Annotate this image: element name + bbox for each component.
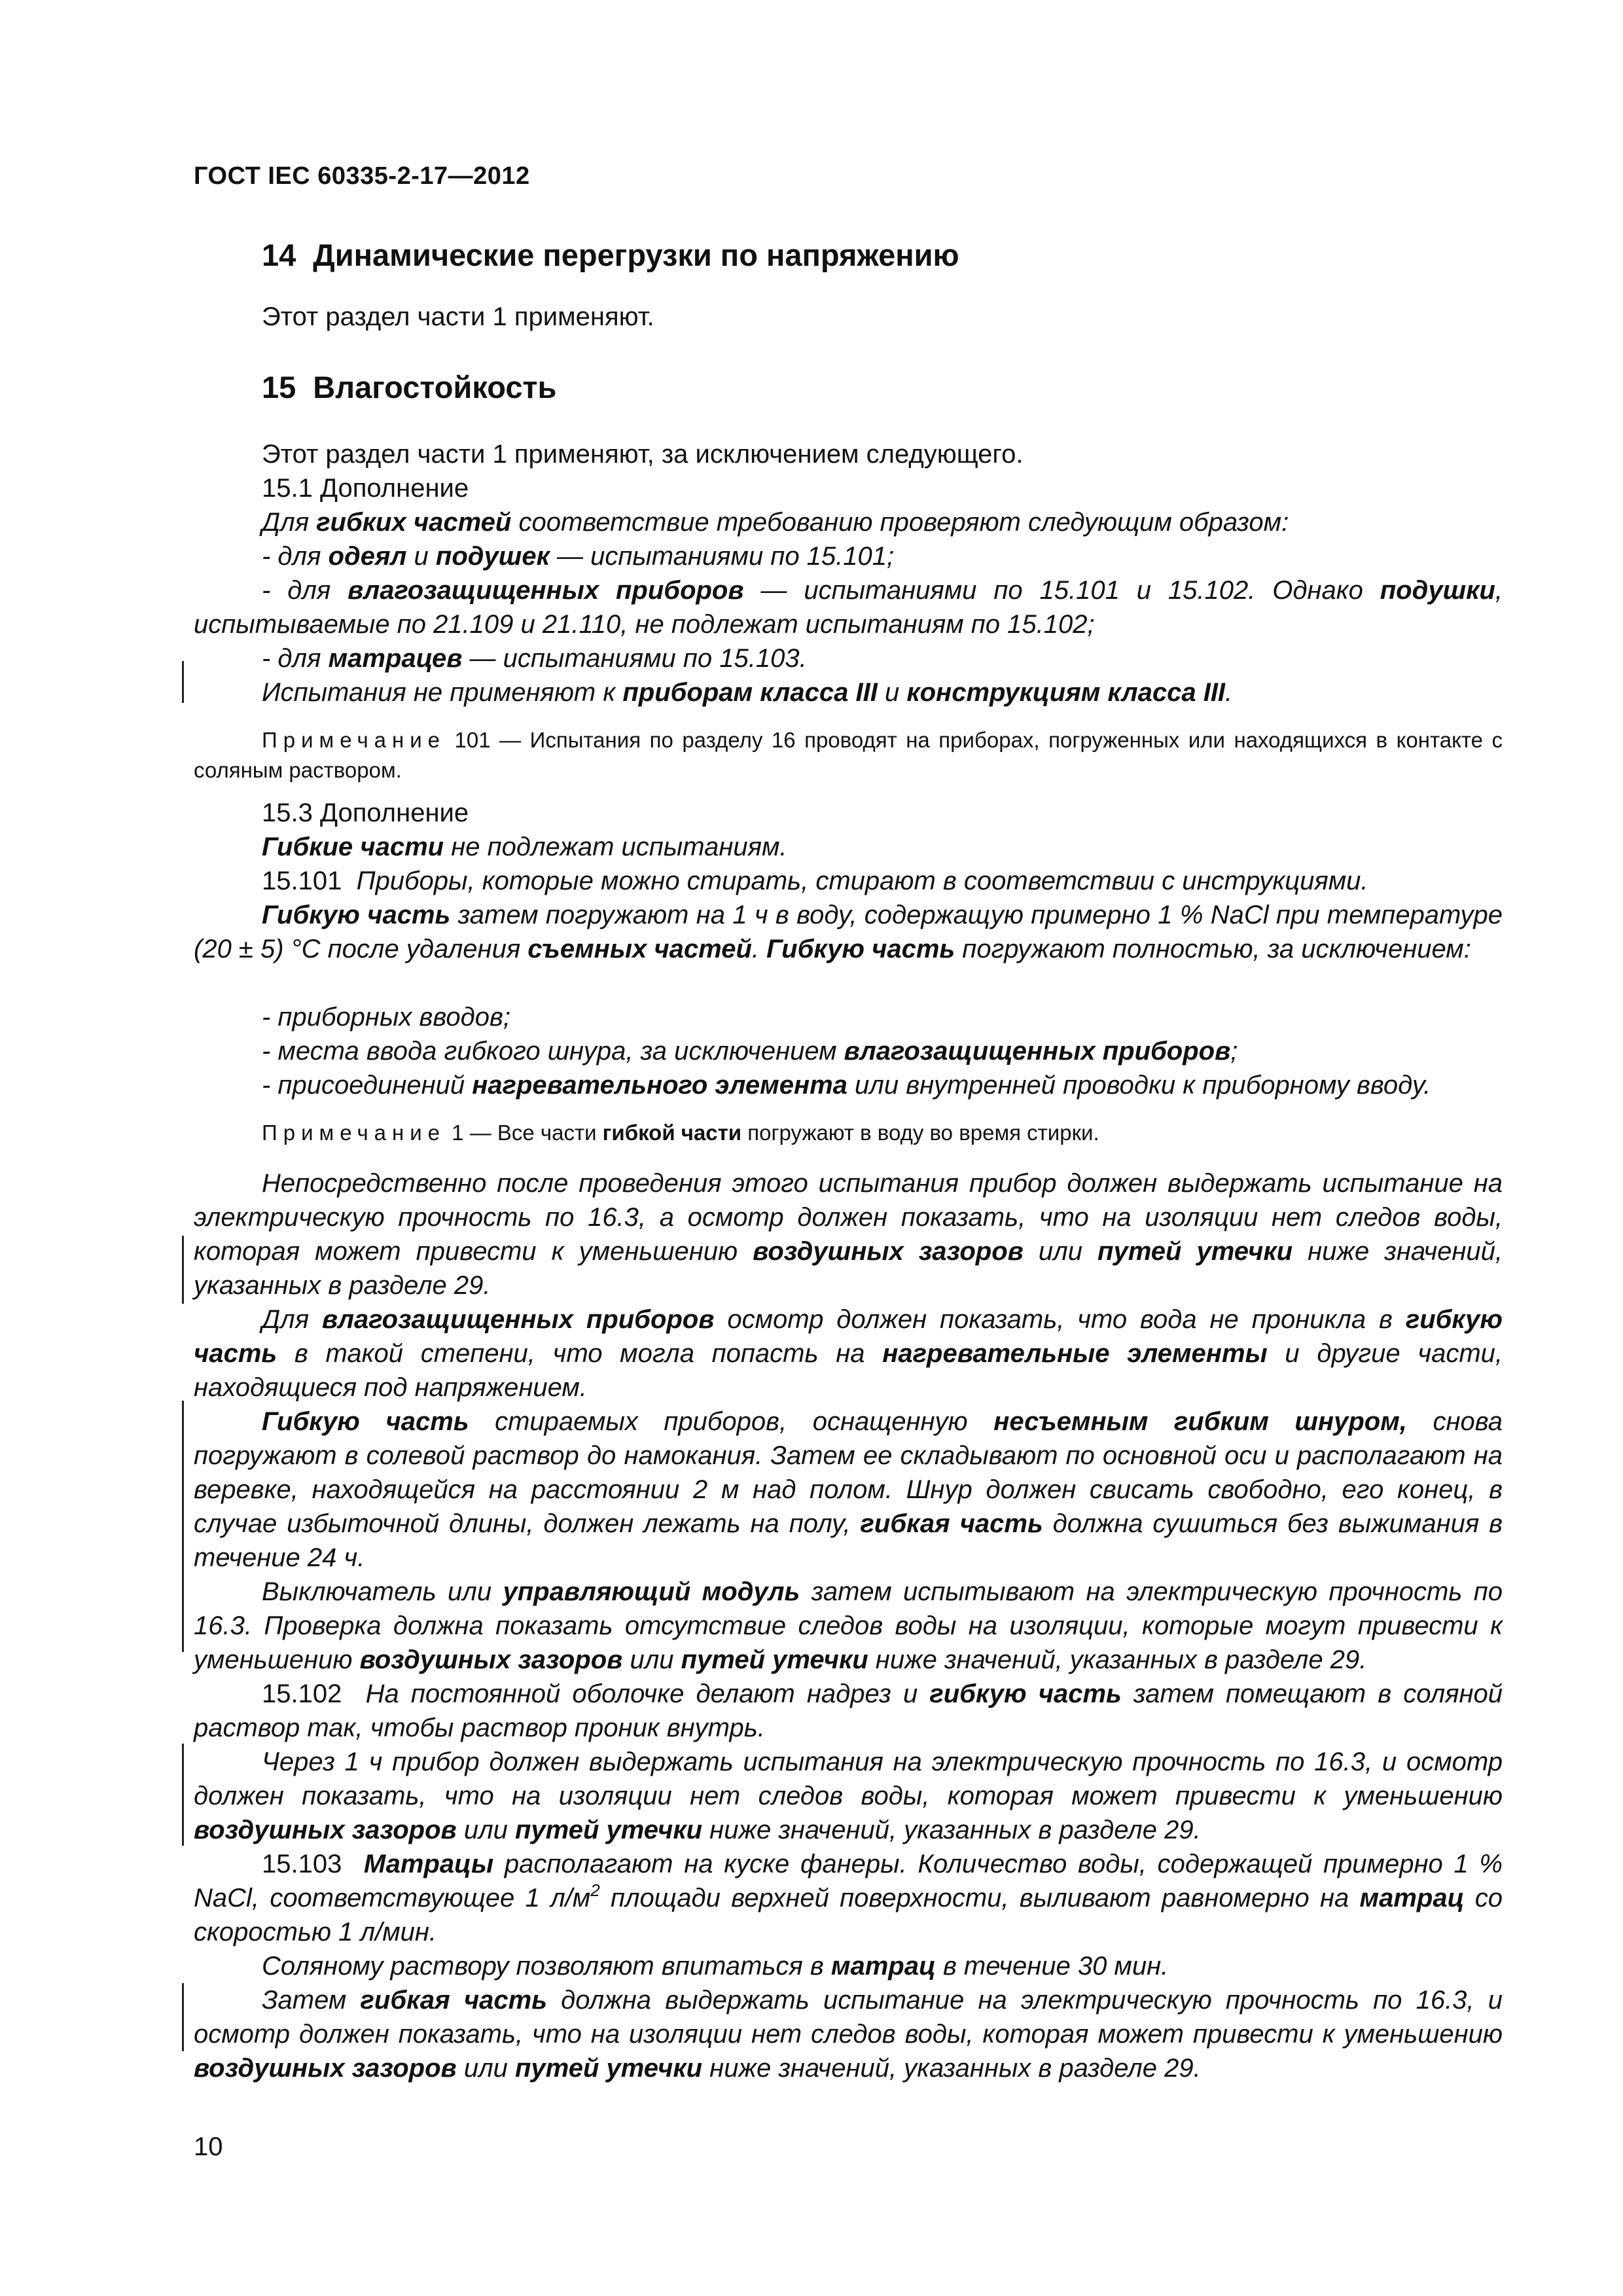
clause-15-1-line5: Испытания не применяют к приборам класса III и конструкциям класса III. [262,678,1233,707]
paragraph-switch: Выключатель или управляющий модуль затем испытывают на электрическую прочность по 16.3. Проверка должна показать отсутствие следов воды на изоляции, которые могут привести к уменьшению воздушных зазоров или путей утечки ниже значений, указанных в разделе 29. [194,1577,1503,1674]
paragraph-waterproof: Для влагозащищенных приборов осмотр должен показать, что вода не проникла в гибкую часть в такой степени, что могла попасть на нагревательные элементы и другие части, находящиеся под напряжением. [194,1305,1503,1402]
clause-15-1-line4: - для матрацев — испытаниями по 15.103. [262,644,807,673]
note-1: Примечание 1 — Все части гибкой части погружают в воду во время стирки. [262,1121,1099,1145]
section-title-text: Влагостойкость [313,370,557,404]
change-bar [182,661,184,703]
list-item: - присоединений нагревательного элемента или внутренней проводки к приборному вводу. [262,1071,1431,1100]
section-number: 15 [262,370,296,404]
section-14-title [262,237,959,273]
paragraph-immersion: Гибкую часть затем погружают на 1 ч в воду, содержащую примерно 1 % NaCl при температуре (20 ± 5) °С после удаления съемных частей. Гибкую часть погружают полностью, за исключением: [194,901,1503,963]
clause-15-1-line2: - для одеял и подушек — испытаниями по 15.101; [262,542,895,571]
section-14-text: Этот раздел части 1 применяют. [262,302,654,331]
clause-15-3-head: 15.3 Дополнение [262,798,469,827]
document-header: ГОСТ IEC 60335-2-17—2012 [194,162,530,190]
note-101: Примечание 101 — Испытания по разделу 16 проводят на приборах, погруженных или находящихся в контакте с соляным раствором. [194,728,1503,782]
section-number: 14 [262,238,296,272]
paragraph-washing: Гибкую часть стираемых приборов, оснащенную несъемным гибким шнуром, снова погружают в солевой раствор до намокания. Затем ее складывают по основной оси и располагают на веревке, находящейся на расстоянии 2 м над полом. Шнур должен свисать свободно, его конец, в случае избыточной длины, должен лежать на полу, гибкая часть должна сушиться без выжимания в течение 24 ч. [194,1407,1503,1572]
clause-15-1-line1: Для гибких частей соответствие требованию проверяют следующим образом: [262,508,1289,537]
paragraph-electric-strength: Непосредственно после проведения этого испытания прибор должен выдержать испытание на электрическую прочность по 16.3, а осмотр должен показать, что на изоляции нет следов воды, которая может привести к уменьшению воздушных зазоров или путей утечки ниже значений, указанных в разделе 29. [194,1169,1503,1300]
clause-15-1-head: 15.1 Дополнение [262,474,469,503]
paragraph-absorb: Соляному раствору позволяют впитаться в матрац в течение 30 мин. [262,1952,1169,1981]
change-bar [182,1401,184,1652]
list-item: - приборных вводов; [262,1003,510,1031]
clause-15-1-line3: - для влагозащищенных приборов — испытаниями по 15.101 и 15.102. Однако подушки, испытываемые по 21.109 и 21.110, не подлежат испытаниям по 15.102; [194,576,1503,639]
clause-15-102: 15.102 На постоянной оболочке делают надрез и гибкую часть затем помещают в соляной раствор так, чтобы раствор проник внутрь. [194,1679,1503,1742]
page-number: 10 [194,2132,223,2161]
change-bar [182,1236,184,1304]
section-15-title [262,369,556,405]
section-15-intro: Этот раздел части 1 применяют, за исключением следующего. [262,440,1024,469]
section-title-text: Динамические перегрузки по напряжению [313,238,959,272]
list-item: - места ввода гибкого шнура, за исключением влагозащищенных приборов; [262,1037,1238,1066]
change-bar [182,1744,184,1846]
clause-15-3-text: Гибкие части не подлежат испытаниям. [262,833,787,861]
paragraph-salt-solution-check: Через 1 ч прибор должен выдержать испытания на электрическую прочность по 16.3, и осмотр должен показать, что на изоляции нет следов воды, которая может привести к уменьшению воздушных зазоров или путей утечки ниже значений, указанных в разделе 29. [194,1748,1503,1844]
clause-15-101-head: 15.101 Приборы, которые можно стирать, стирают в соответствии с инструкциями. [262,867,1368,895]
paragraph-final-check: Затем гибкая часть должна выдержать испытание на электрическую прочность по 16.3, и осмотр должен показать, что на изоляции нет следов воды, которая может привести к уменьшению воздушных зазоров или путей утечки ниже значений, указанных в разделе 29. [194,1986,1503,2083]
change-bar [182,1983,184,2051]
clause-15-103: 15.103 Матрацы располагают на куске фанеры. Количество воды, содержащей примерно 1 % NaCl, соответствующее 1 $л/м^2$ площади верхней поверхности, выливают равномерно на матрац со скоростью 1 л/мин. [194,1850,1503,1946]
